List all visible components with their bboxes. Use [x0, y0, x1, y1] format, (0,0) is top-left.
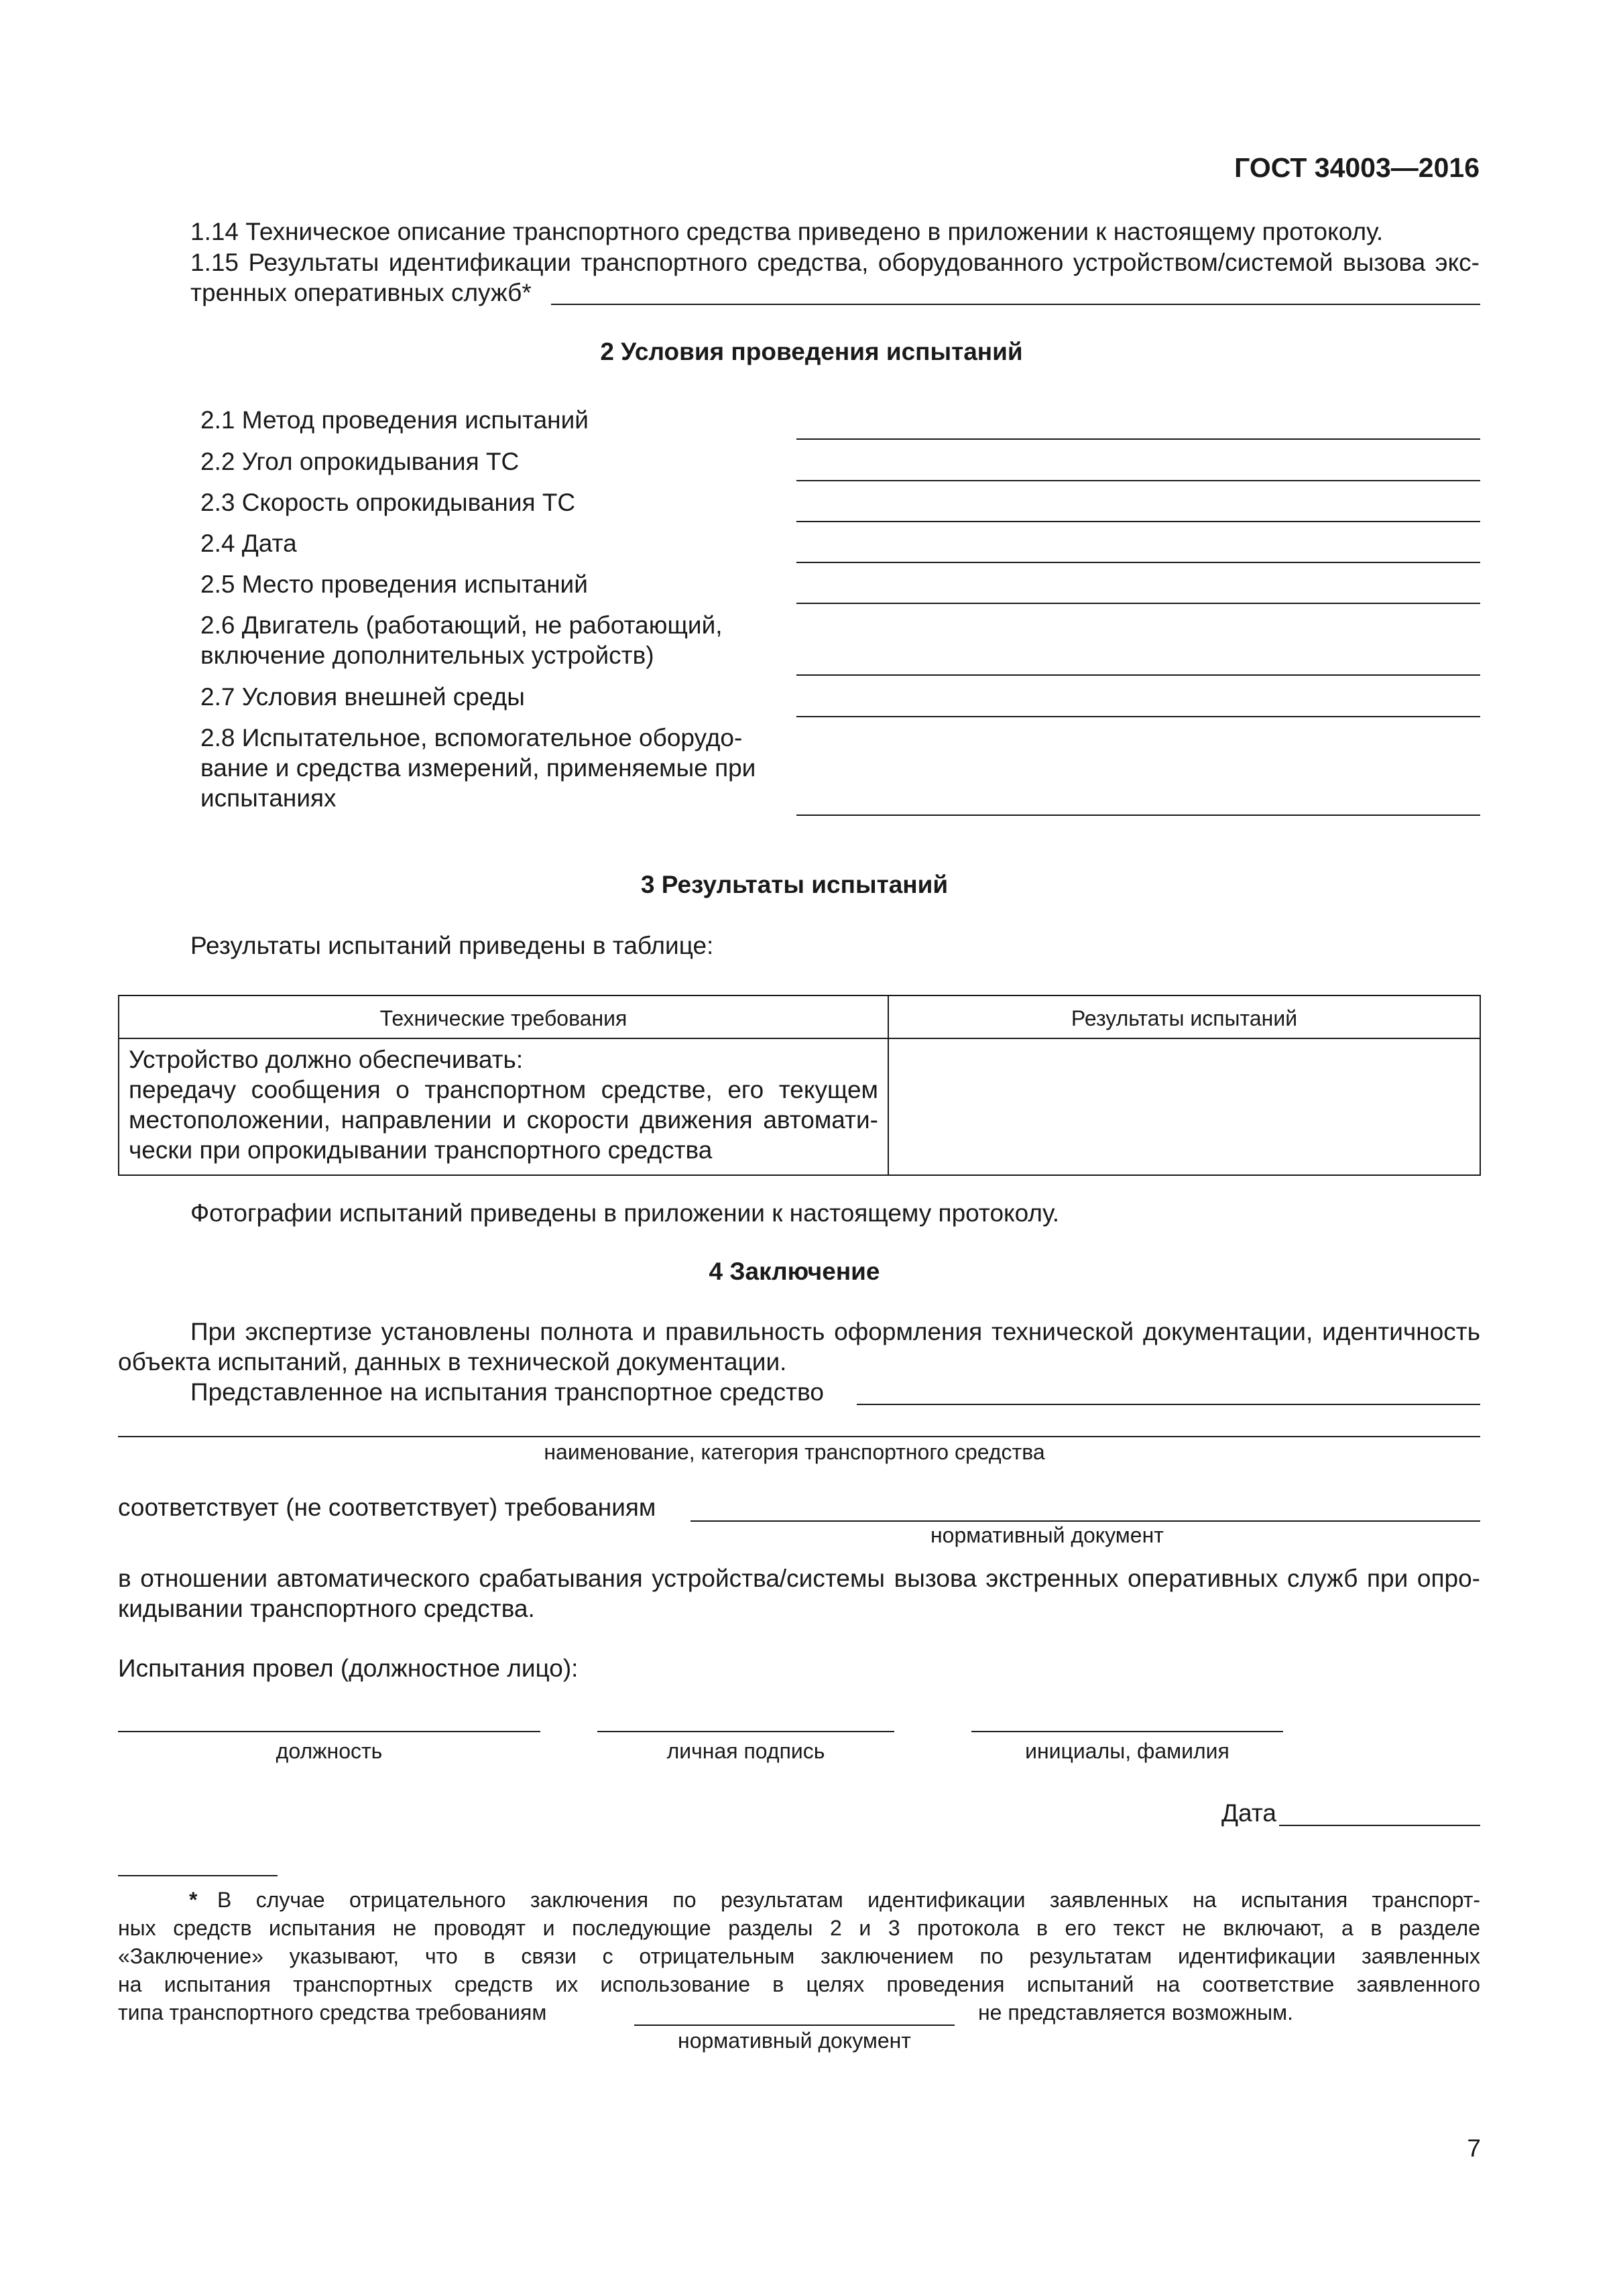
name-sign-line[interactable]: [971, 1731, 1283, 1732]
photos-note: Фотографии испытаний приведены в приложении к настоящему протоколу.: [190, 1199, 1060, 1227]
section2-title: 2 Условия проведения испытаний: [600, 338, 1023, 365]
date-fill-line[interactable]: [1279, 1825, 1480, 1826]
condition-2-8-line1: 2.8 Испытательное, вспомогательное оборудо-: [200, 724, 743, 751]
footnote-normdoc-line[interactable]: [634, 2025, 955, 2026]
condition-2-1-fill[interactable]: [796, 438, 1480, 440]
conclusion-para2-line2: кидывании транспортного средства.: [118, 1595, 535, 1622]
condition-2-4-fill[interactable]: [796, 562, 1480, 563]
condition-2-7-fill[interactable]: [796, 716, 1480, 717]
table-header-cell: [119, 995, 888, 1038]
requirement-line-1: Устройство должно обеспечивать:: [129, 1046, 524, 1073]
item-1-14: 1.14 Техническое описание транспортного средства приведено в приложении к настоящему протоколу.: [190, 218, 1384, 245]
results-table: [118, 995, 1481, 1176]
condition-2-3: 2.3 Скорость опрокидывания ТС: [200, 489, 576, 516]
condition-2-5: 2.5 Место проведения испытаний: [200, 570, 588, 598]
normdoc-caption: нормативный документ: [930, 1523, 1164, 1547]
vehicle-fill-line-1[interactable]: [857, 1404, 1480, 1405]
condition-2-1: 2.1 Метод проведения испытаний: [200, 406, 589, 434]
position-sign-line[interactable]: [118, 1731, 540, 1732]
requirement-cell: [119, 1038, 888, 1175]
section3-title: 3 Результаты испытаний: [640, 871, 949, 898]
result-cell[interactable]: [888, 1038, 1480, 1175]
condition-2-6-line1: 2.6 Двигатель (работающий, не работающий,: [200, 611, 723, 639]
requirement-line-4: чески при опрокидывании транспортного средства: [129, 1136, 713, 1164]
date-label: Дата: [1221, 1799, 1276, 1827]
footnote-star: *: [189, 1888, 198, 1912]
requirement-line-3: местоположении, направлении и скорости движения автомати-: [129, 1106, 878, 1134]
header-results: Результаты испытаний: [1071, 1006, 1298, 1030]
conclusion-para1-line1: При экспертизе установлены полнота и правильность оформления технической документации, идентичность: [190, 1318, 1480, 1345]
header-requirements: Технические требования: [379, 1006, 627, 1030]
table-row: [119, 1038, 1480, 1175]
condition-2-5-fill[interactable]: [796, 603, 1480, 604]
requirement-line-2: передачу сообщения о транспортном средстве, его текущем: [129, 1076, 878, 1103]
condition-2-6-fill[interactable]: [796, 674, 1480, 676]
footnote-line5-suffix: не представляется возможным.: [978, 2000, 1294, 2025]
condition-2-7: 2.7 Условия внешней среды: [200, 683, 525, 711]
condition-2-8-fill[interactable]: [796, 814, 1480, 816]
condition-2-2-fill[interactable]: [796, 480, 1480, 481]
caption-signature: личная подпись: [666, 1739, 825, 1763]
conforms-label: соответствует (не соответствует) требованиям: [118, 1494, 656, 1521]
item-1-15-line2: тренных оперативных служб*: [190, 279, 532, 306]
standard-code: ГОСТ 34003—2016: [1234, 152, 1480, 183]
caption-position: должность: [276, 1739, 383, 1763]
results-intro: Результаты испытаний приведены в таблице:: [190, 932, 714, 959]
vehicle-fill-line-2[interactable]: [118, 1436, 1480, 1437]
condition-2-6-line2: включение дополнительных устройств): [200, 642, 654, 669]
footnote-line4: на испытания транспортных средств их использование в целях проведения испытаний на соответствие заявленного: [118, 1972, 1480, 1996]
footnote-caption: нормативный документ: [678, 2029, 911, 2053]
condition-2-8-line3: испытаниях: [200, 784, 337, 812]
footnote-line1: В случае отрицательного заключения по результатам идентификации заявленных на испытания транспорт-: [217, 1888, 1480, 1912]
footnote-line2: ных средств испытания не проводят и последующие разделы 2 и 3 протокола в его текст не включают, а в разделе: [118, 1916, 1480, 1940]
condition-2-2: 2.2 Угол опрокидывания ТС: [200, 448, 520, 475]
footnote-line3: «Заключение» указывают, что в связи с отрицательным заключением по результатам идентификации заявленных: [118, 1944, 1480, 1968]
condition-2-3-fill[interactable]: [796, 521, 1480, 522]
condition-2-8-line2: вание и средства измерений, применяемые при: [200, 754, 756, 782]
footnote-separator: [118, 1875, 278, 1876]
tested-by-label: Испытания провел (должностное лицо):: [118, 1654, 579, 1682]
conclusion-para2-line1: в отношении автоматического срабатывания устройства/системы вызова экстренных оперативных служб при опро-: [118, 1565, 1480, 1592]
signature-sign-line[interactable]: [597, 1731, 894, 1732]
section4-title: 4 Заключение: [709, 1258, 880, 1285]
table-header-cell: [888, 995, 1480, 1038]
caption-name: инициалы, фамилия: [1025, 1739, 1229, 1763]
condition-2-4: 2.4 Дата: [200, 530, 297, 557]
conclusion-para1-line2: объекта испытаний, данных в технической документации.: [118, 1348, 787, 1376]
vehicle-caption: наименование, категория транспортного средства: [544, 1440, 1045, 1464]
page-number: 7: [1467, 2134, 1481, 2162]
footnote-line5-prefix: типа транспортного средства требованиям: [118, 2000, 547, 2025]
vehicle-label: Представленное на испытания транспортное средство: [190, 1378, 824, 1406]
item-1-15-fill-line[interactable]: [551, 304, 1480, 305]
table-header-row: [119, 995, 1480, 1038]
item-1-15-line1: 1.15 Результаты идентификации транспортного средства, оборудованного устройством/системой вызова экс-: [190, 249, 1480, 276]
